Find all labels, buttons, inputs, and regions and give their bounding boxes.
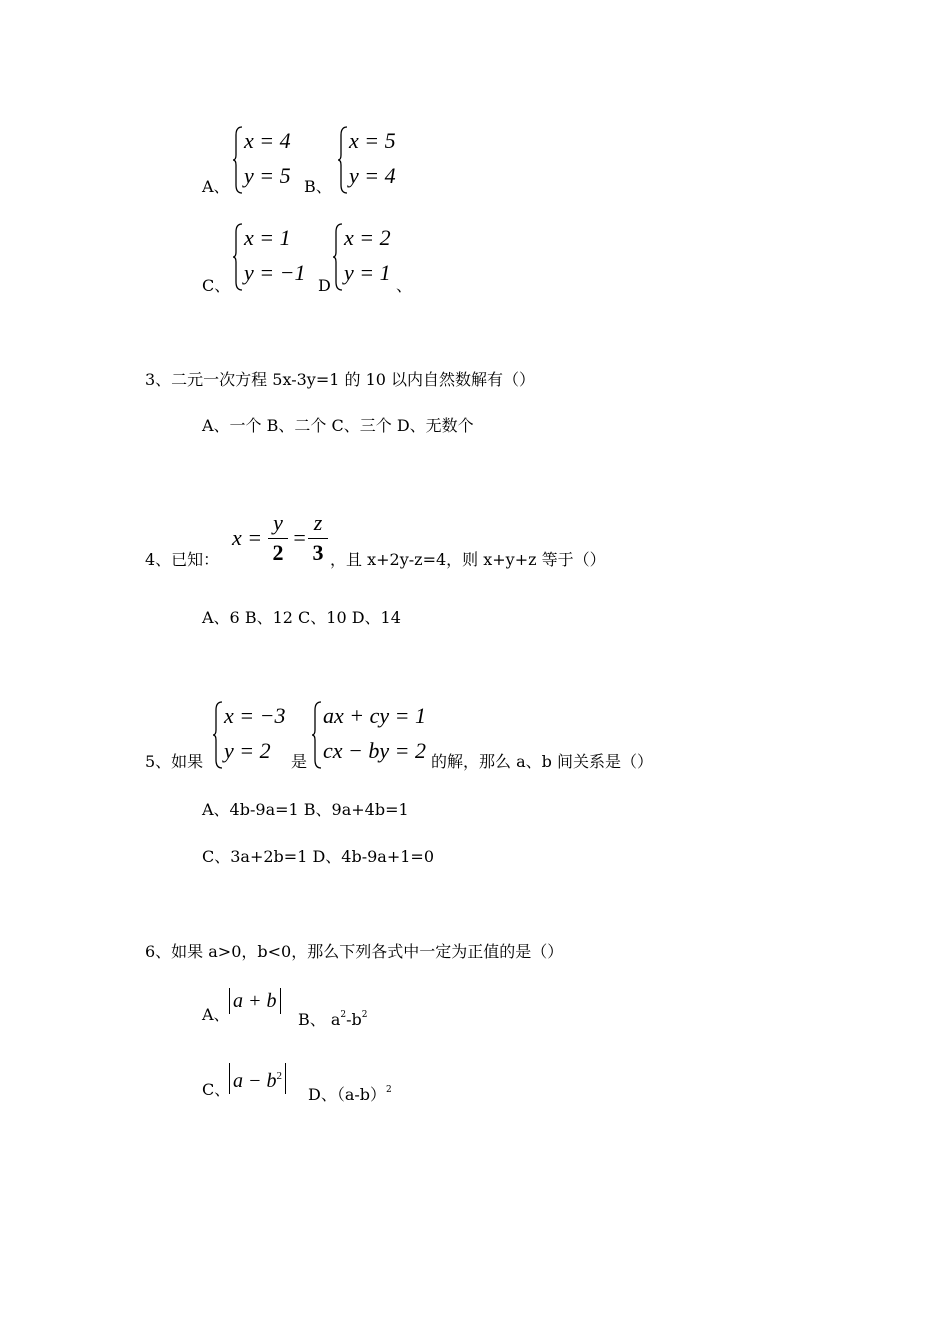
exponent: 2: [361, 1010, 368, 1020]
brace-icon: [337, 125, 349, 195]
expression: a − b: [233, 1070, 277, 1092]
equation: y = −1: [244, 260, 306, 285]
q6-option-d-label: D、（a-b）: [308, 1085, 387, 1104]
exponent: 2: [276, 1070, 282, 1082]
equation: cx − by = 2: [323, 738, 426, 763]
equation: x = 1: [244, 225, 291, 250]
q6-option-c-expression: [229, 1063, 286, 1094]
equation: y = 2: [224, 738, 271, 763]
q2-option-b-label: B、: [304, 177, 332, 196]
q4-fraction-2-numerator: z: [313, 510, 323, 535]
q2-option-c-label: C、: [202, 276, 231, 295]
equation: x = −3: [224, 703, 286, 728]
brace-icon: [232, 125, 244, 195]
q4-fraction-2-denominator: 3: [312, 540, 324, 565]
q5-mid: 是: [291, 752, 308, 771]
q6-option-b-label: B、 a: [298, 1010, 341, 1029]
q4-equals: =: [292, 525, 307, 550]
q2-option-d-label: D: [318, 276, 331, 295]
q6-option-b-mid: -b: [346, 1010, 362, 1029]
q2-option-d-system: [332, 222, 402, 292]
q2-option-b-system: [337, 125, 417, 195]
q2-option-c-system: [232, 222, 318, 292]
exponent: 2: [386, 1085, 392, 1095]
q6-option-a-expression: a + b: [229, 988, 281, 1014]
q5-solution-system: [212, 700, 292, 770]
equation: y = 4: [349, 163, 396, 188]
equation: y = 1: [344, 260, 391, 285]
q4-tail: ，且 x+2y-z=4，则 x+y+z 等于（）: [330, 550, 606, 569]
equation: x = 4: [244, 128, 291, 153]
q5-options-row-1: A、4b-9a=1 B、9a+4b=1: [202, 800, 409, 819]
equation: ax + cy = 1: [323, 703, 426, 728]
q5-lead: 5、如果: [145, 752, 204, 771]
exponent: 2: [340, 1010, 347, 1020]
q6-option-c-label: C、: [202, 1080, 231, 1099]
q4-fraction-1-numerator: y: [273, 510, 283, 535]
q4-lead: 4、已知：: [145, 550, 220, 569]
equation: y = 5: [244, 163, 291, 188]
q6-option-a-label: A、: [202, 1005, 230, 1024]
q5-options-row-2: C、3a+2b=1 D、4b-9a+1=0: [202, 847, 435, 866]
q3-options: A、一个 B、二个 C、三个 D、无数个: [202, 416, 474, 435]
q2-option-a-label: A、: [202, 177, 230, 196]
q6-option-d: [308, 1080, 392, 1105]
q5-tail: 的解，那么 a、b 间关系是（）: [431, 752, 653, 771]
q4-fraction-1-denominator: 2: [272, 540, 284, 565]
brace-icon: [311, 700, 323, 770]
q2-option-a-system: [232, 125, 312, 195]
brace-icon: [332, 222, 344, 292]
q4-x-equals: x =: [232, 525, 263, 550]
q2-option-d-tail: 、: [396, 276, 413, 295]
brace-icon: [232, 222, 244, 292]
fraction-bar: [268, 538, 288, 539]
q6-stem: 6、如果 a>0，b<0，那么下列各式中一定为正值的是（）: [145, 942, 564, 961]
q5-equation-system: [311, 700, 431, 770]
q3-stem: 3、二元一次方程 5x-3y=1 的 10 以内自然数解有（）: [145, 370, 536, 389]
q4-options: A、6 B、12 C、10 D、14: [202, 608, 401, 627]
equation: x = 2: [344, 225, 391, 250]
q6-option-b: [298, 1005, 368, 1030]
fraction-bar: [308, 538, 328, 539]
equation: x = 5: [349, 128, 396, 153]
brace-icon: [212, 700, 224, 770]
